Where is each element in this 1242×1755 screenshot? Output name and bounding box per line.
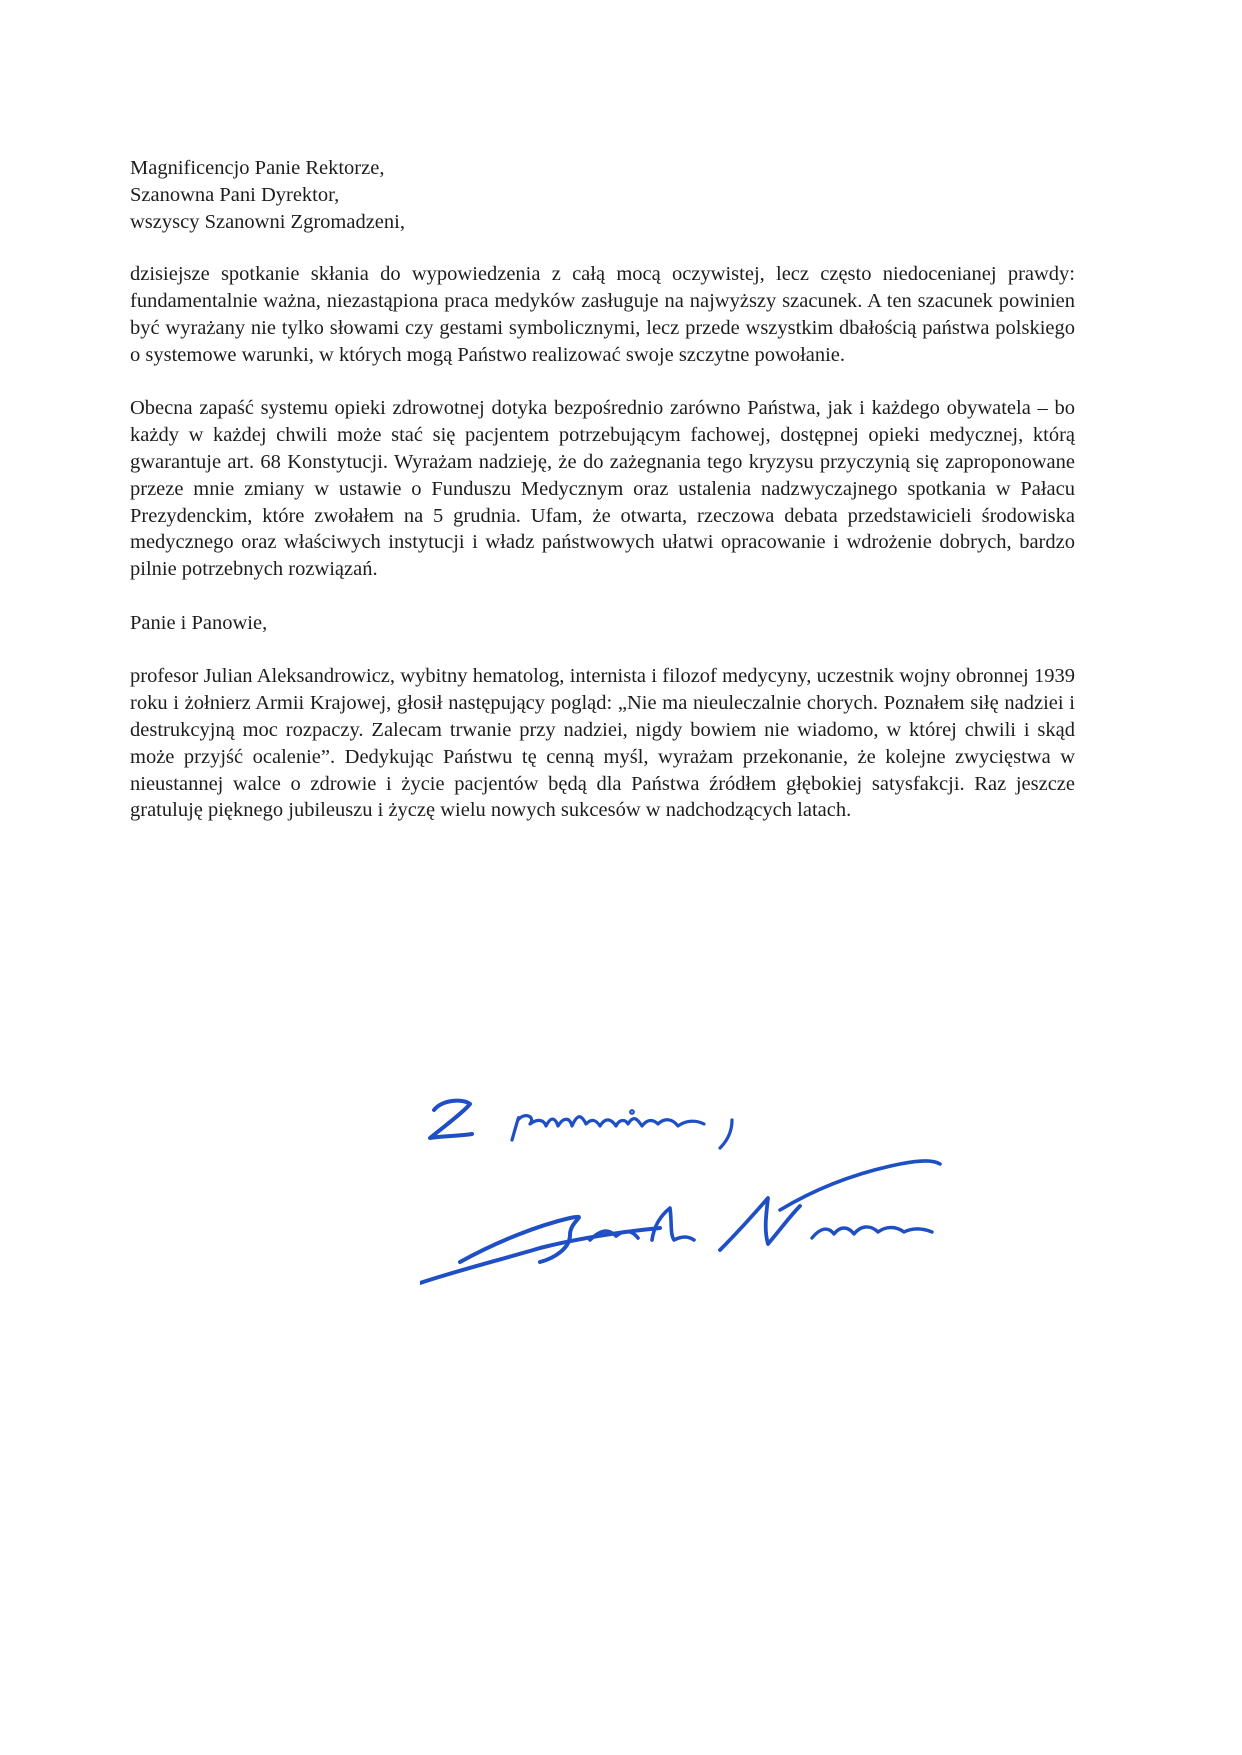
salutation-block — [130, 155, 1075, 235]
salutation-line: wszyscy Szanowni Zgromadzeni, — [130, 210, 405, 233]
letter-body — [130, 155, 1075, 851]
handwritten-signature — [420, 1090, 980, 1350]
paragraph-3: profesor Julian Aleksandrowicz, wybitny hematolog, internista i filozof medycyny, uczestnik wojny obronnej 1939 roku i żołnierz Armii Krajowej, głosił następujący pogląd: „Nie ma nieuleczalnie chorych. Poznałem siłę nadziei i destrukcyjną moc rozpaczy. Zalecam trwanie przy nadziei, nigdy bowiem nie wiadomo, w której chwili i skąd może przyjść ocalenie”. Dedykując Państwu tę cenną myśl, wyrażam przekonanie, że kolejne zwycięstwa w nieustannej walce o zdrowie i życie pacjentów będą dla Państwa źródłem głębokiej satysfakcji. Raz jeszcze gratuluję pięknego jubileuszu i życzę wielu nowych sukcesów w nadchodzących latach. — [130, 665, 1075, 822]
salutation-line: Szanowna Pani Dyrektor, — [130, 183, 340, 206]
signature-drawing — [420, 1090, 980, 1350]
salutation-line: Magnificencjo Panie Rektorze, — [130, 157, 385, 179]
address-line: Panie i Panowie, — [130, 611, 268, 634]
paragraph-1: dzisiejsze spotkanie skłania do wypowiedzenia z całą mocą oczywistej, lecz często niedocenianej prawdy: fundamentalnie ważna, niezastąpiona praca medyków zasługuje na najwyższy szacunek. A ten szacunek powinien być wyrażany nie tylko słowami czy gestami symbolicznymi, lecz przede wszystkim dbałością państwa polskiego o systemowe warunki, w których mogą Państwo realizować swoje szczytne powołanie. — [130, 263, 1075, 366]
paragraph-2: Obecna zapaść systemu opieki zdrowotnej dotyka bezpośrednio zarówno Państwa, jak i każdego obywatela – bo każdy w każdej chwili może stać się pacjentem potrzebującym fachowej, dostępnej opieki medycznej, którą gwarantuje art. 68 Konstytucji. Wyrażam nadzieję, że do zażegnania tego kryzysu przyczynią się zaproponowane przeze mnie zmiany w ustawie o Funduszu Medycznym oraz ustalenia nadzwyczajnego spotkania w Pałacu Prezydenckim, które zwołałem na 5 grudnia. Ufam, że otwarta, rzeczowa debata przedstawicieli środowiska medycznego oraz właściwych instytucji i władz państwowych ułatwi opracowanie i wdrożenie dobrych, bardzo pilnie potrzebnych rozwiązań. — [130, 397, 1075, 581]
